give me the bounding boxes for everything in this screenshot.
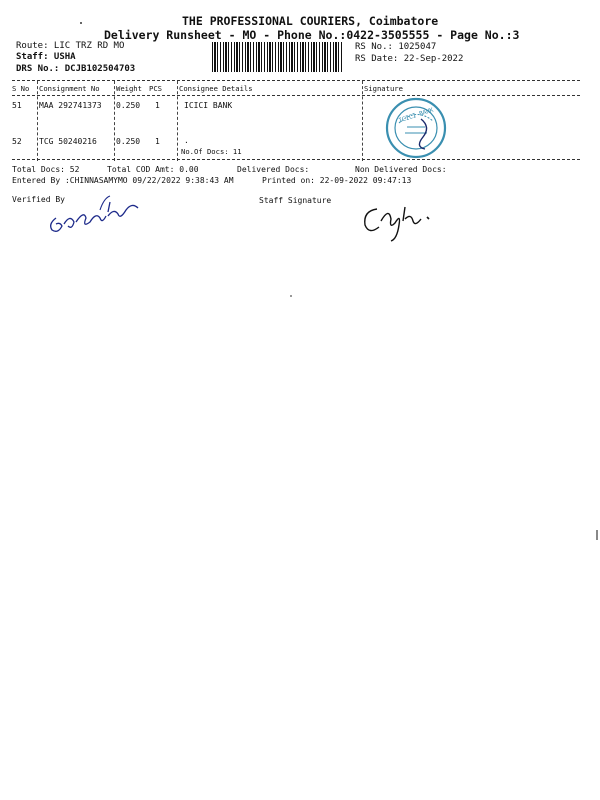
scan-speck	[290, 295, 292, 297]
row-consignee: .	[184, 136, 189, 145]
route-label: Route: LIC TRZ RD MO	[16, 41, 125, 51]
delivered-docs: Delivered Docs:	[237, 165, 310, 174]
col-header-pcs: PCS	[149, 84, 162, 93]
staff-signature	[355, 195, 445, 245]
table-top-rule	[12, 80, 580, 81]
row-consignee: ICICI BANK	[184, 101, 233, 110]
scan-speck	[596, 530, 598, 540]
col-header-signature: Signature	[364, 84, 403, 93]
stamp-text: ICICI BANK	[397, 106, 435, 125]
row-sno: 51	[12, 101, 22, 110]
total-cod: Total COD Amt: 0.00	[107, 165, 199, 174]
scan-speck	[80, 22, 82, 24]
col-divider	[37, 81, 38, 161]
rs-number: RS No.: 1025047	[355, 42, 437, 52]
col-header-consignment: Consignment No	[39, 84, 100, 93]
table-bottom-rule	[12, 159, 580, 160]
rs-date: RS Date: 22-Sep-2022	[355, 54, 464, 64]
staff-label: Staff: USHA	[16, 52, 76, 62]
col-divider	[114, 81, 115, 161]
row-weight: 0.250	[116, 137, 141, 146]
non-delivered-docs: Non Delivered Docs:	[355, 165, 447, 174]
runsheet-subtitle: Delivery Runsheet - MO - Phone No.:0422-3505555 - Page No.:3	[104, 28, 520, 42]
col-divider	[362, 81, 363, 161]
drs-number: DRS No.: DCJB102504703	[16, 64, 136, 74]
total-docs: Total Docs: 52	[12, 165, 80, 174]
printed-on: Printed on: 22-09-2022 09:47:13	[262, 176, 412, 185]
col-header-weight: Weight	[116, 84, 142, 93]
row-weight: 0.250	[116, 101, 141, 110]
row-doc-count: No.Of Docs: 11	[181, 147, 242, 156]
bank-stamp	[385, 97, 447, 159]
row-pcs: 1	[155, 137, 160, 146]
company-title: THE PROFESSIONAL COURIERS, Coimbatore	[182, 14, 439, 28]
col-divider	[177, 81, 178, 161]
row-pcs: 1	[155, 101, 160, 110]
staff-signature-label: Staff Signature	[259, 196, 332, 205]
entered-by: Entered By :CHINNASAMYMO 09/22/2022 9:38:43 AM	[12, 176, 234, 185]
verifier-signature	[40, 188, 160, 243]
verified-by-label: Verified By	[12, 195, 65, 204]
col-header-sno: S No	[12, 84, 30, 93]
row-sno: 52	[12, 137, 22, 146]
row-consignment: MAA 292741373	[39, 101, 102, 110]
header-rule	[12, 95, 580, 96]
col-header-consignee: Consignee Details	[179, 84, 253, 93]
row-consignment: TCG 50240216	[39, 137, 97, 146]
barcode	[212, 42, 342, 72]
